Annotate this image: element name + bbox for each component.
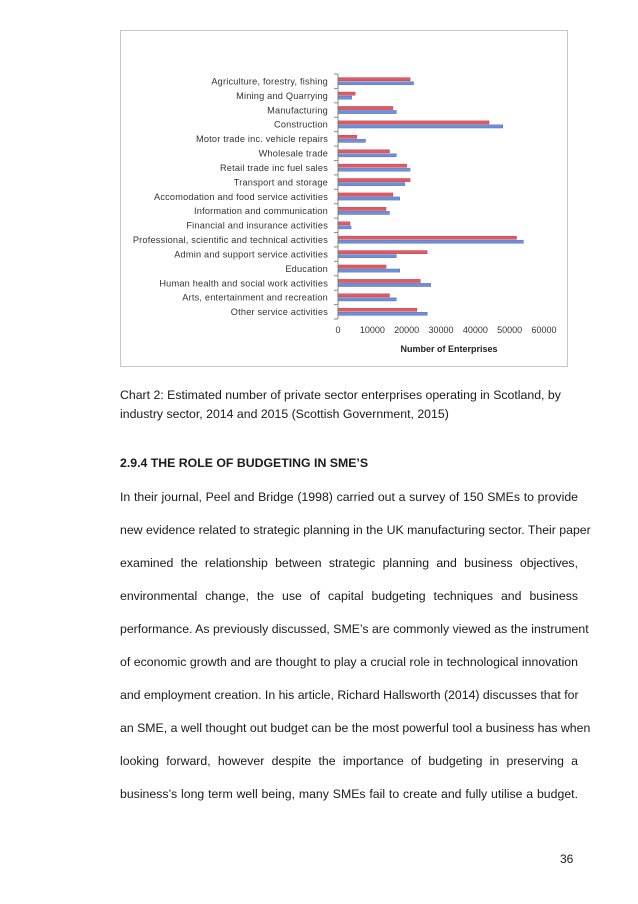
body-line: looking forward, however despite the importance of budgeting in preserving a — [120, 754, 578, 768]
category-label: Admin and support service activities — [174, 249, 328, 260]
bar-series-2 — [339, 197, 400, 200]
body-line: and employment creation. In his article, Richard Hallsworth (2014) discusses that for — [120, 688, 579, 702]
bar-series-2 — [339, 226, 352, 229]
bar-series-1 — [339, 121, 490, 124]
bar-series-2 — [339, 110, 397, 113]
bar-series-1 — [339, 193, 393, 196]
x-tick-label: 20000 — [394, 325, 420, 335]
body-line: examined the relationship between strategic planning and business objectives, — [120, 556, 578, 570]
chart-frame — [120, 30, 568, 367]
bar-series-1 — [339, 251, 428, 254]
body-line: performance. As previously discussed, SME’s are commonly viewed as the instrument — [120, 622, 589, 636]
bar-series-1 — [339, 106, 393, 109]
category-label: Mining and Quarrying — [236, 90, 328, 101]
body-line: an SME, a well thought out budget can be the most powerful tool a business has when — [120, 721, 591, 735]
bar-series-1 — [339, 207, 387, 210]
bar-series-2 — [339, 96, 352, 99]
category-label: Transport and storage — [233, 177, 328, 188]
category-label: Information and communication — [194, 206, 328, 217]
bar-series-1 — [339, 164, 407, 167]
bar-series-2 — [339, 154, 397, 157]
bar-series-1 — [339, 178, 411, 181]
bar-series-2 — [339, 255, 397, 258]
chart-caption: Chart 2: Estimated number of private sector enterprises operating in Scotland, by industry sector, 2014 and 2015 (Scottish Government, 2015) — [120, 388, 561, 421]
bar-series-1 — [339, 222, 351, 225]
category-label: Manufacturing — [267, 105, 328, 116]
category-label: Other service activities — [230, 307, 328, 318]
x-tick-label: 40000 — [462, 325, 488, 335]
bar-series-1 — [339, 92, 356, 95]
category-label: Professional, scientific and technical activities — [132, 235, 328, 246]
category-label: Motor trade inc. vehicle repairs — [195, 134, 328, 145]
bar-series-2 — [339, 283, 431, 286]
x-tick-label: 50000 — [497, 325, 523, 335]
x-tick-label: 60000 — [531, 325, 557, 335]
bar-series-1 — [339, 265, 387, 268]
body-line: environmental change, the use of capital budgeting techniques and business — [120, 589, 578, 603]
bar-series-2 — [339, 125, 503, 128]
page-number: 36 — [560, 852, 574, 866]
bar-series-1 — [339, 236, 517, 239]
section-heading: 2.9.4 THE ROLE OF BUDGETING IN SME’S — [120, 456, 369, 470]
category-label: Human health and social work activities — [159, 278, 328, 289]
bar-series-2 — [339, 82, 414, 85]
category-label: Education — [285, 263, 328, 274]
category-label: Accomodation and food service activities — [154, 191, 328, 202]
bar-series-1 — [339, 150, 390, 153]
category-label: Retail trade inc fuel sales — [219, 162, 328, 173]
category-label: Financial and insurance activities — [186, 220, 328, 231]
body-line: of economic growth and are thought to play a crucial role in technological innovation — [120, 655, 578, 669]
bar-series-2 — [339, 182, 405, 185]
bar-chart — [121, 31, 567, 366]
bar-series-2 — [339, 312, 428, 315]
bar-series-2 — [339, 211, 390, 214]
x-tick-label: 0 — [335, 325, 341, 335]
category-label: Construction — [274, 119, 328, 130]
x-axis-title: Number of Enterprises — [400, 344, 498, 354]
bar-series-2 — [339, 139, 366, 142]
bar-series-1 — [339, 294, 390, 297]
bar-series-2 — [339, 269, 400, 272]
bar-series-1 — [339, 78, 411, 81]
bar-series-2 — [339, 168, 411, 171]
bar-series-1 — [339, 135, 357, 138]
body-line: business’s long term well being, many SMEs fail to create and fully utilise a budget. — [120, 787, 578, 801]
x-tick-label: 10000 — [359, 325, 385, 335]
category-label: Wholesale trade — [258, 148, 328, 159]
category-label: Arts, entertainment and recreation — [182, 292, 328, 303]
category-label: Agriculture, forestry, fishing — [211, 76, 328, 87]
bar-series-2 — [339, 240, 524, 243]
bar-series-1 — [339, 308, 417, 311]
bar-series-2 — [339, 298, 397, 301]
x-tick-label: 30000 — [428, 325, 454, 335]
body-line: new evidence related to strategic planning in the UK manufacturing sector. Their paper — [120, 523, 591, 537]
body-line: In their journal, Peel and Bridge (1998) carried out a survey of 150 SMEs to provide — [120, 490, 578, 504]
bar-series-1 — [339, 279, 421, 282]
